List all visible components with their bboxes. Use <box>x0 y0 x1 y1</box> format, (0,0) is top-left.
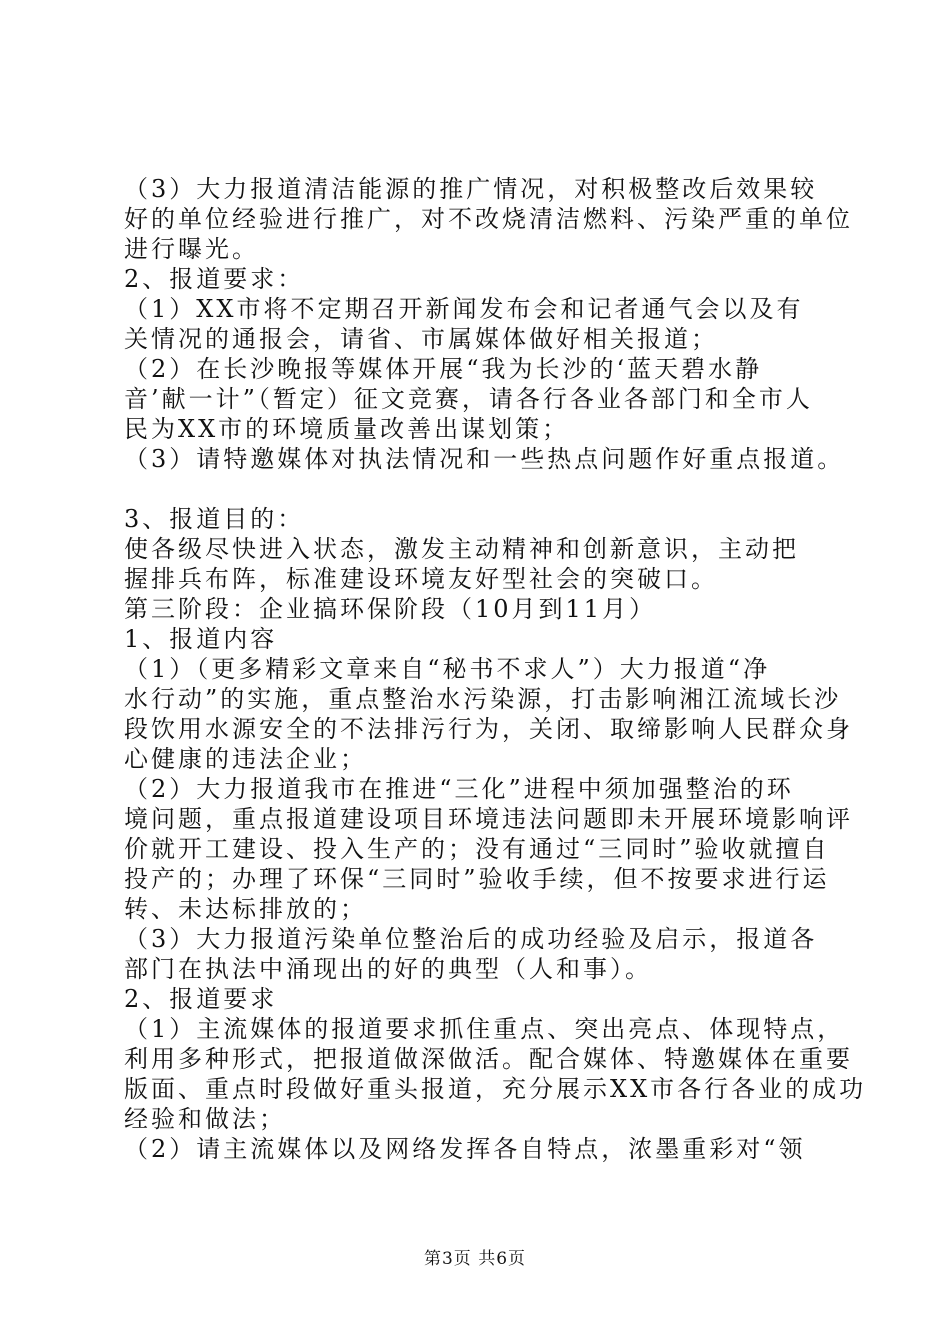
text-line: 投产的；办理了环保“三同时”验收手续，但不按要求进行运 <box>124 865 830 893</box>
text-line: （1）（更多精彩文章来自“秘书不求人”）大力报道“净 <box>124 655 771 683</box>
text-line: （2）请主流媒体以及网络发挥各自特点，浓墨重彩对“领 <box>124 1135 806 1163</box>
document-body <box>124 174 867 1164</box>
text-line: 2、报道要求： <box>124 265 305 293</box>
text-line: 好的单位经验进行推广，对不改烧清洁燃料、污染严重的单位 <box>124 205 853 233</box>
blank-line <box>124 474 844 504</box>
text-line: （3）请特邀媒体对执法情况和一些热点问题作好重点报道。 <box>124 445 845 473</box>
text-line: 境问题，重点报道建设项目环境违法问题即未开展环境影响评 <box>124 805 853 833</box>
text-line: 音’献一计”（暂定）征文竞赛，请各行各业各部门和全市人 <box>124 385 813 413</box>
text-line: 价就开工建设、投入生产的；没有通过“三同时”验收就擅自 <box>124 835 830 863</box>
text-line: （1）XX市将不定期召开新闻发布会和记者通气会以及有 <box>124 295 804 323</box>
text-line: （3）大力报道污染单位整治后的成功经验及启示，报道各 <box>124 925 818 953</box>
text-line: 1、报道内容 <box>124 625 278 653</box>
text-line: 利用多种形式，把报道做深做活。配合媒体、特邀媒体在重要 <box>124 1045 853 1073</box>
text-line: 转、未达标排放的； <box>124 895 367 923</box>
text-line: 段饮用水源安全的不法排污行为，关闭、取缔影响人民群众身 <box>124 715 853 743</box>
text-line: 第三阶段：企业搞环保阶段（10月到11月） <box>124 595 657 623</box>
text-line: 使各级尽快进入状态，激发主动精神和创新意识，主动把 <box>124 535 799 563</box>
text-line: （2）大力报道我市在推进“三化”进程中须加强整治的环 <box>124 775 794 803</box>
text-line: 心健康的违法企业； <box>124 745 367 773</box>
text-line: 3、报道目的： <box>124 505 305 533</box>
text-line: 2、报道要求 <box>124 985 278 1013</box>
text-line: 水行动”的实施，重点整治水污染源，打击影响湘江流域长沙 <box>124 685 842 713</box>
text-line: 关情况的通报会，请省、市属媒体做好相关报道； <box>124 325 718 353</box>
text-line: （2）在长沙晚报等媒体开展“我为长沙的‘蓝天碧水静 <box>124 355 763 383</box>
text-line: 部门在执法中涌现出的好的典型（人和事）。 <box>124 955 652 983</box>
text-line: 握排兵布阵，标准建设环境友好型社会的突破口。 <box>124 565 718 593</box>
text-line: 经验和做法； <box>124 1105 286 1133</box>
text-line: （1）主流媒体的报道要求抓住重点、突出亮点、体现特点， <box>124 1015 845 1043</box>
text-line: 进行曝光。 <box>124 235 259 263</box>
page-footer: 第3页 共6页 <box>423 1249 527 1269</box>
text-line: 民为XX市的环境质量改善出谋划策； <box>124 415 570 443</box>
text-line: （3）大力报道清洁能源的推广情况，对积极整改后效果较 <box>124 175 818 203</box>
text-line: 版面、重点时段做好重头报道，充分展示XX市各行各业的成功 <box>124 1075 867 1103</box>
